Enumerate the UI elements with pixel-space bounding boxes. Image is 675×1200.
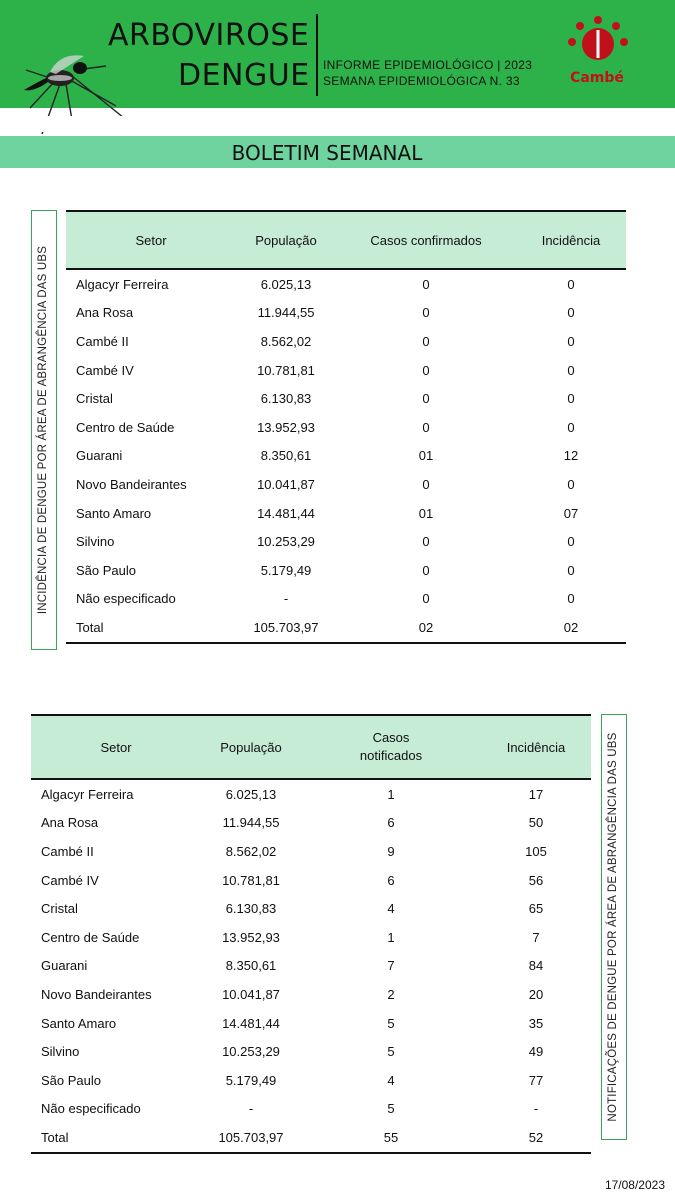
notifications-table bbox=[31, 714, 591, 1154]
cell-incidencia: 0 bbox=[567, 419, 575, 435]
cell-setor: Algacyr Ferreira bbox=[41, 786, 134, 802]
cell-populacao: - bbox=[283, 591, 289, 607]
cell-incidencia: 105 bbox=[525, 843, 547, 859]
cell-populacao: 8.350,61 bbox=[225, 958, 277, 974]
cell-casos: 5 bbox=[387, 1015, 395, 1031]
title-arbovirose: ARBOVIROSE bbox=[108, 18, 310, 53]
table-row bbox=[66, 470, 626, 499]
cell-incidencia: - bbox=[533, 1101, 539, 1117]
table-row bbox=[66, 384, 626, 413]
table-row bbox=[31, 894, 591, 923]
cell-incidencia: 0 bbox=[567, 276, 575, 292]
table2-side-label-text: NOTIFICAÇÕES DE DENGUE POR ÁREA DE ABRANGÊNCIA DAS UBS bbox=[607, 732, 619, 1122]
table-row bbox=[66, 585, 626, 614]
cell-setor: Novo Bandeirantes bbox=[76, 476, 187, 492]
cell-populacao: 11.944,55 bbox=[222, 815, 280, 831]
cell-casos: 0 bbox=[422, 591, 430, 607]
cell-casos: 7 bbox=[387, 958, 395, 974]
cell-casos: 0 bbox=[422, 305, 430, 321]
cell-incidencia: 0 bbox=[567, 362, 575, 378]
header-setor: Setor bbox=[31, 715, 201, 779]
table-row bbox=[31, 1009, 591, 1038]
cell-incidencia: 12 bbox=[563, 448, 579, 464]
cell-incidencia: 17 bbox=[528, 786, 544, 802]
cell-populacao: 14.481,44 bbox=[257, 505, 315, 521]
cell-populacao: - bbox=[248, 1101, 254, 1117]
table-row bbox=[66, 556, 626, 585]
table2-side-label bbox=[601, 714, 627, 1140]
table-row bbox=[66, 499, 626, 528]
cell-populacao: 8.350,61 bbox=[260, 448, 312, 464]
cell-populacao: 13.952,93 bbox=[257, 419, 315, 435]
cell-casos: 1 bbox=[387, 786, 395, 802]
cell-casos: 5 bbox=[387, 1044, 395, 1060]
cell-casos: 0 bbox=[422, 333, 430, 349]
cell-casos: 0 bbox=[422, 362, 430, 378]
cell-setor: Novo Bandeirantes bbox=[41, 986, 152, 1002]
cell-incidencia: 20 bbox=[528, 986, 544, 1002]
cell-setor: Não especificado bbox=[76, 591, 176, 607]
cell-casos: 0 bbox=[422, 562, 430, 578]
cell-setor: Cristal bbox=[41, 901, 78, 917]
cell-incidencia: 02 bbox=[516, 613, 626, 643]
cell-setor: Cristal bbox=[76, 391, 113, 407]
cell-populacao: 10.781,81 bbox=[257, 362, 315, 378]
informe-label: INFORME EPIDEMIOLÓGICO | 2023 bbox=[323, 58, 533, 72]
cell-incidencia: 0 bbox=[567, 562, 575, 578]
cell-casos: 02 bbox=[336, 613, 516, 643]
cell-setor: Cambé IV bbox=[76, 362, 134, 378]
table-row bbox=[66, 527, 626, 556]
table-header-row bbox=[31, 715, 591, 779]
cell-casos: 55 bbox=[301, 1123, 481, 1153]
cell-incidencia: 7 bbox=[532, 929, 540, 945]
cell-setor: Santo Amaro bbox=[41, 1015, 117, 1031]
title-dengue: DENGUE bbox=[178, 58, 310, 93]
cell-populacao: 105.703,97 bbox=[201, 1123, 301, 1153]
cell-setor: Total bbox=[66, 613, 236, 643]
table-row bbox=[66, 356, 626, 385]
header-setor: Setor bbox=[66, 211, 236, 269]
white-stripe bbox=[0, 116, 675, 132]
cell-setor: Silvino bbox=[76, 534, 115, 550]
cell-setor: São Paulo bbox=[76, 562, 136, 578]
cell-populacao: 10.253,29 bbox=[222, 1044, 280, 1060]
header-populacao: População bbox=[201, 715, 301, 779]
cell-setor: Centro de Saúde bbox=[41, 929, 140, 945]
header-casos-confirmados: Casos confirmados bbox=[336, 211, 516, 269]
cell-setor: Santo Amaro bbox=[76, 505, 152, 521]
cell-casos: 9 bbox=[387, 843, 395, 859]
table-row bbox=[66, 442, 626, 471]
cell-incidencia: 0 bbox=[567, 476, 575, 492]
table-total-row bbox=[31, 1123, 591, 1153]
cell-populacao: 6.130,83 bbox=[225, 901, 277, 917]
cell-incidencia: 0 bbox=[567, 333, 575, 349]
table-total-row bbox=[66, 613, 626, 643]
table-row bbox=[31, 980, 591, 1009]
cell-incidencia: 0 bbox=[567, 391, 575, 407]
cell-setor: Centro de Saúde bbox=[76, 419, 175, 435]
table-row bbox=[66, 327, 626, 356]
cell-incidencia: 49 bbox=[528, 1044, 544, 1060]
cell-casos: 0 bbox=[422, 391, 430, 407]
cell-populacao: 11.944,55 bbox=[257, 305, 315, 321]
cell-incidencia: 77 bbox=[528, 1072, 544, 1088]
banner bbox=[0, 136, 675, 168]
cell-setor: Cambé II bbox=[76, 333, 129, 349]
table-row bbox=[66, 413, 626, 442]
cell-populacao: 5.179,49 bbox=[260, 562, 312, 578]
cell-populacao: 105.703,97 bbox=[236, 613, 336, 643]
cell-populacao: 10.253,29 bbox=[257, 534, 315, 550]
table-row bbox=[31, 1095, 591, 1124]
header-incidencia: Incidência bbox=[481, 715, 591, 779]
table-row bbox=[31, 923, 591, 952]
table1-side-label-text: INCIDÊNCIA DE DENGUE POR ÁREA DE ABRANGÊNCIA DAS UBS bbox=[37, 245, 49, 615]
cell-setor: São Paulo bbox=[41, 1072, 101, 1088]
cell-populacao: 14.481,44 bbox=[222, 1015, 280, 1031]
cell-casos: 4 bbox=[387, 1072, 395, 1088]
cell-casos: 4 bbox=[387, 901, 395, 917]
table-row bbox=[31, 809, 591, 838]
header-bar bbox=[0, 0, 675, 108]
cell-incidencia: 35 bbox=[528, 1015, 544, 1031]
cell-casos: 0 bbox=[422, 419, 430, 435]
cell-casos: 5 bbox=[387, 1101, 395, 1117]
cell-populacao: 6.025,13 bbox=[260, 276, 312, 292]
cell-populacao: 10.041,87 bbox=[257, 476, 315, 492]
cell-populacao: 8.562,02 bbox=[225, 843, 277, 859]
cell-casos: 0 bbox=[422, 276, 430, 292]
table-row bbox=[31, 1066, 591, 1095]
incidence-table bbox=[66, 210, 626, 644]
header-divider bbox=[316, 14, 318, 96]
cell-populacao: 8.562,02 bbox=[260, 333, 312, 349]
cell-casos: 1 bbox=[387, 929, 395, 945]
header-populacao: População bbox=[236, 211, 336, 269]
cell-setor: Ana Rosa bbox=[76, 305, 134, 321]
cell-populacao: 6.130,83 bbox=[260, 391, 312, 407]
header-casos-notificados bbox=[301, 715, 481, 779]
cell-setor: Silvino bbox=[41, 1044, 80, 1060]
cell-incidencia: 50 bbox=[528, 815, 544, 831]
cambe-logo-text: Cambé bbox=[570, 70, 624, 86]
header-incidencia: Incidência bbox=[516, 211, 626, 269]
table-row bbox=[31, 1037, 591, 1066]
table-row bbox=[31, 866, 591, 895]
cell-incidencia: 0 bbox=[567, 305, 575, 321]
cell-setor: Ana Rosa bbox=[41, 815, 99, 831]
cell-setor: Algacyr Ferreira bbox=[76, 276, 169, 292]
cell-populacao: 10.041,87 bbox=[222, 986, 280, 1002]
cell-populacao: 6.025,13 bbox=[225, 786, 277, 802]
cell-setor: Cambé II bbox=[41, 843, 94, 859]
cell-casos: 2 bbox=[387, 986, 395, 1002]
cell-casos: 6 bbox=[387, 815, 395, 831]
cell-incidencia: 84 bbox=[528, 958, 544, 974]
header-casos-notificados-text: Casos notificados bbox=[359, 730, 423, 763]
cell-populacao: 5.179,49 bbox=[225, 1072, 277, 1088]
cell-casos: 0 bbox=[422, 476, 430, 492]
cell-incidencia: 07 bbox=[563, 505, 579, 521]
table-row bbox=[66, 299, 626, 328]
footer-date: 17/08/2023 bbox=[604, 1178, 665, 1192]
cell-incidencia: 56 bbox=[528, 872, 544, 888]
cell-incidencia: 52 bbox=[481, 1123, 591, 1153]
cell-setor: Total bbox=[31, 1123, 201, 1153]
cell-casos: 01 bbox=[418, 448, 434, 464]
cell-casos: 01 bbox=[418, 505, 434, 521]
cell-populacao: 13.952,93 bbox=[222, 929, 280, 945]
cell-incidencia: 0 bbox=[567, 534, 575, 550]
cell-setor: Guarani bbox=[76, 448, 123, 464]
cell-setor: Não especificado bbox=[41, 1101, 141, 1117]
cell-incidencia: 0 bbox=[567, 591, 575, 607]
banner-title: BOLETIM SEMANAL bbox=[231, 141, 423, 165]
cell-populacao: 10.781,81 bbox=[222, 872, 280, 888]
semana-label: SEMANA EPIDEMIOLÓGICA N. 33 bbox=[323, 74, 520, 88]
table-row bbox=[31, 837, 591, 866]
table-row bbox=[66, 269, 626, 299]
table-row bbox=[31, 952, 591, 981]
cell-casos: 6 bbox=[387, 872, 395, 888]
cell-setor: Guarani bbox=[41, 958, 88, 974]
cell-incidencia: 65 bbox=[528, 901, 544, 917]
table1-side-label bbox=[31, 210, 57, 650]
table-header-row bbox=[66, 211, 626, 269]
table-row bbox=[31, 779, 591, 809]
cell-casos: 0 bbox=[422, 534, 430, 550]
cell-setor: Cambé IV bbox=[41, 872, 99, 888]
